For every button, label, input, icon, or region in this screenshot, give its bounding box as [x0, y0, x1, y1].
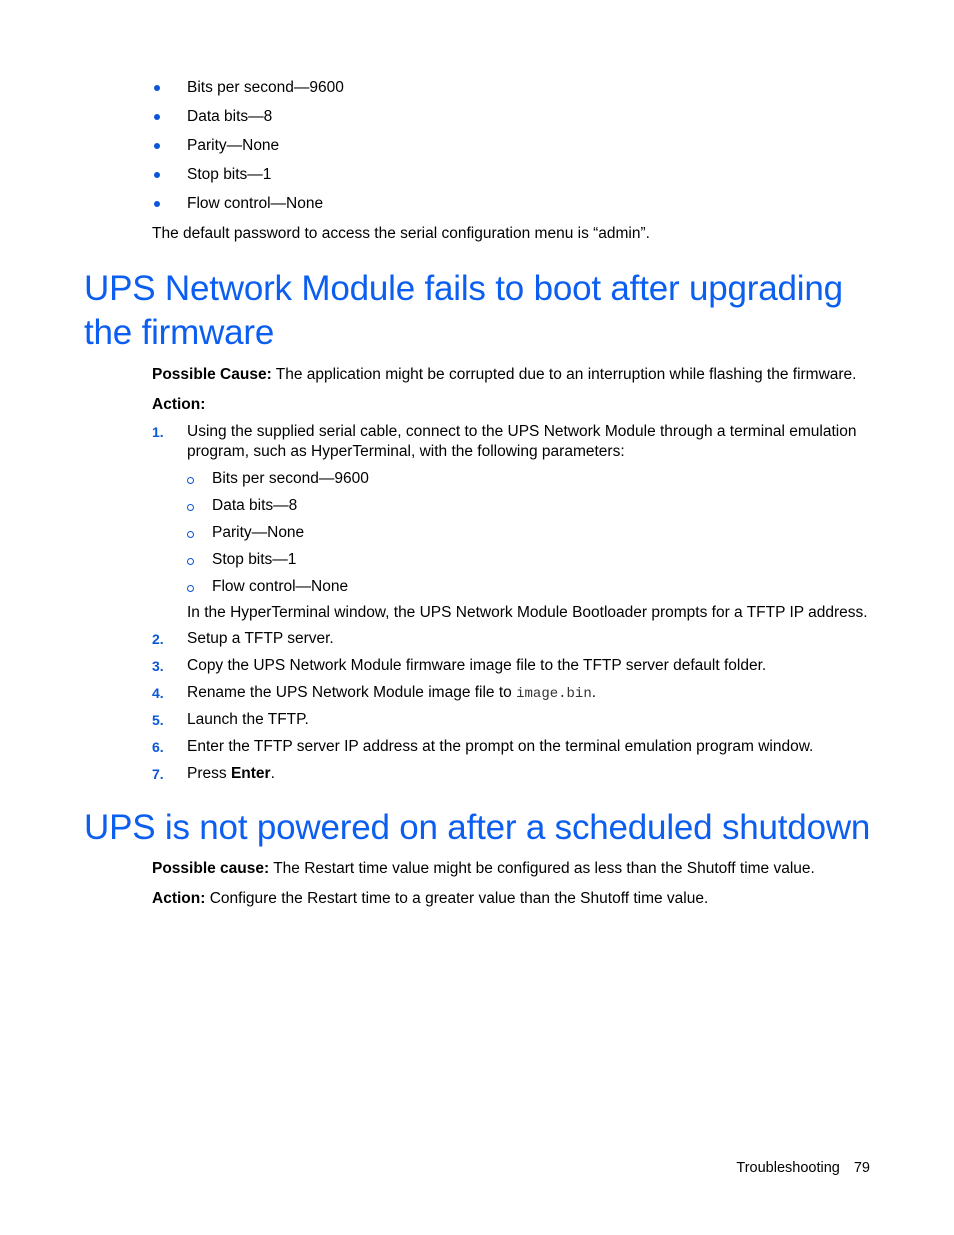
boot-failure-cause	[152, 365, 872, 385]
step-text: Press Enter.	[187, 765, 275, 782]
step-number: 1.	[152, 424, 164, 440]
list-item: Flow control—None	[187, 577, 369, 604]
action-label: Action:	[152, 890, 206, 907]
step-text: Enter the TFTP server IP address at the prompt on the terminal emulation program window.	[187, 738, 814, 755]
step-number: 5.	[152, 712, 164, 728]
shutdown-action	[152, 889, 872, 909]
cause-text: The Restart time value might be configured as less than the Shutoff time value.	[269, 860, 815, 877]
step-number: 7.	[152, 766, 164, 782]
bullet-icon	[154, 85, 160, 91]
bullet-icon	[154, 143, 160, 149]
bullet-icon	[154, 201, 160, 207]
step-text: Copy the UPS Network Module firmware image file to the TFTP server default folder.	[187, 657, 767, 674]
action-text: Configure the Restart time to a greater value than the Shutoff time value.	[205, 890, 709, 907]
step-text: Rename the UPS Network Module image file to image.bin.	[187, 684, 597, 702]
cause-label: Possible cause:	[152, 860, 270, 877]
bullet-icon	[154, 172, 160, 178]
list-item: Stop bits—1	[152, 164, 344, 193]
page-number: 79	[853, 1160, 870, 1176]
step-number: 2.	[152, 631, 164, 647]
filename-code: image.bin	[516, 686, 592, 702]
step-text: Using the supplied serial cable, connect to the UPS Network Module through a terminal emulation program, such as HyperTerminal, with the following parameters:	[187, 423, 857, 460]
cause-text: The application might be corrupted due to an interruption while flashing the firmware.	[271, 366, 857, 383]
list-item: Bits per second—9600	[187, 469, 369, 496]
list-item: Flow control—None	[152, 193, 344, 222]
bootloader-prompt-note: In the HyperTerminal window, the UPS Network Module Bootloader prompts for a TFTP IP address.	[187, 604, 868, 621]
section-heading-scheduled-shutdown: UPS is not powered on after a scheduled shutdown	[84, 808, 871, 847]
list-item: Stop bits—1	[187, 550, 369, 577]
list-item: Data bits—8	[152, 106, 344, 135]
shutdown-cause	[152, 859, 872, 879]
hollow-bullet-icon	[187, 558, 194, 565]
list-item: Parity—None	[152, 135, 344, 164]
list-item: Parity—None	[187, 523, 369, 550]
hollow-bullet-icon	[187, 504, 194, 511]
hollow-bullet-icon	[187, 531, 194, 538]
footer-section-name: Troubleshooting	[736, 1160, 840, 1176]
default-password-note: The default password to access the serial configuration menu is “admin”.	[152, 225, 650, 242]
list-item: Bits per second—9600	[152, 77, 344, 106]
serial-parameters-list	[152, 77, 344, 222]
step-number: 3.	[152, 658, 164, 674]
boot-failure-action-label: Action:	[152, 396, 206, 413]
step-number: 4.	[152, 685, 164, 701]
cause-label: Possible Cause:	[152, 366, 272, 383]
bullet-icon	[154, 114, 160, 120]
page-footer	[600, 1158, 870, 1178]
list-item: Data bits—8	[187, 496, 369, 523]
enter-key-label: Enter	[230, 765, 271, 782]
section-heading-boot-failure: UPS Network Module fails to boot after upgrading the firmware	[84, 269, 843, 352]
step-text: Setup a TFTP server.	[187, 630, 334, 647]
terminal-parameters-list	[187, 469, 369, 604]
hollow-bullet-icon	[187, 585, 194, 592]
step-text: Launch the TFTP.	[187, 711, 309, 728]
hollow-bullet-icon	[187, 477, 194, 484]
step-number: 6.	[152, 739, 164, 755]
